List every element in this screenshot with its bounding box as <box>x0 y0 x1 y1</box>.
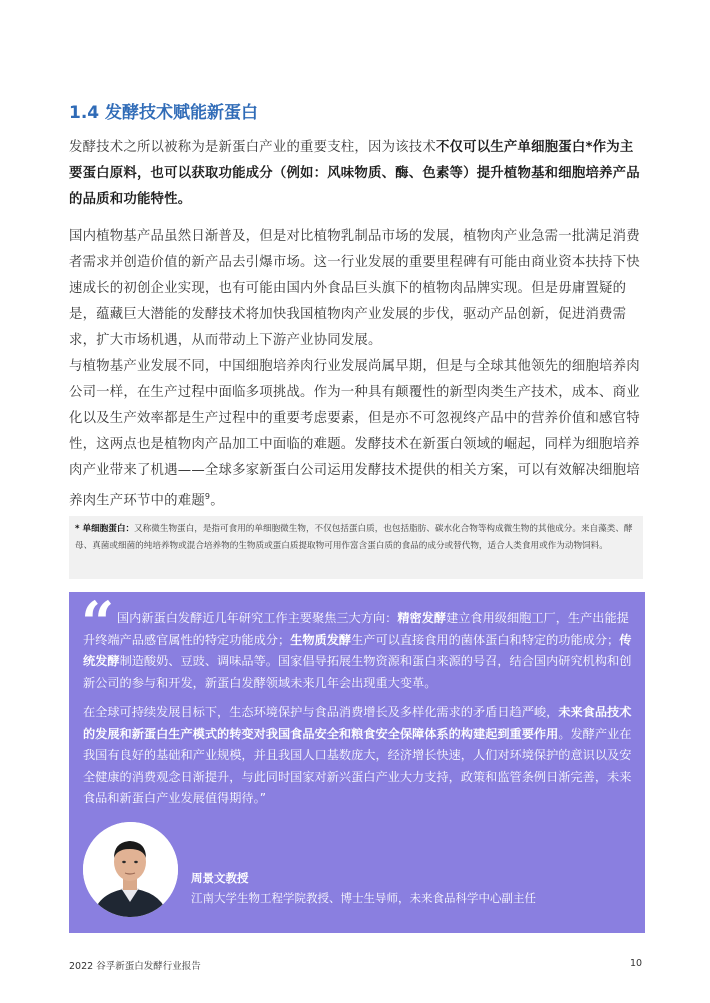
q1-text-3: 生产可以直接食用的菌体蛋白和特定的功能成分； <box>351 632 620 647</box>
note-text: 又称微生物蛋白，是指可食用的单细胞微生物，不仅包括蛋白质，也包括脂肪、碳水化合物等构成微生物的其他成分。来自藻类、酵母、真菌或细菌的纯培养物或混合培养物的生物质或蛋白质提取物可用作富含蛋白质的食品的成分或替代物，适合人类食用或作为动物饲料。 <box>75 524 633 551</box>
q1-text-2: 建立食用级细胞工厂，生产出能提升终端产品感官属性的特定功能成分； <box>83 611 629 647</box>
q1-bold-1: 精密发酵 <box>397 611 447 625</box>
professor-portrait <box>83 822 178 917</box>
expert-quote-box <box>69 589 645 933</box>
intro-text: 发酵技术之所以被称为是新蛋白产业的重要支柱，因为该技术 <box>69 140 436 155</box>
footnote-ref: 9 <box>204 492 211 501</box>
cultivated-meat-text: 与植物基产业发展不同，中国细胞培养肉行业发展尚属早期，但是与全球其他领先的细胞培养肉公司一样，在生产过程中面临多项挑战。作为一种具有颠覆性的新型肉类生产技术，成本、商业化以及生产效率都是生产过程中的重要考虑要素，但是亦不可忽视终产品中的营养价值和感官特性，这两点也是植物肉产品加工中面临的难题。发酵技术在新蛋白领域的崛起，同样为细胞培养肉产业带来了机遇——全球多家新蛋白公司运用发酵技术提供的相关方案，可以有效解决细胞培养肉生产环节中的难题 <box>69 359 640 509</box>
q1-text-1: 国内新蛋白发酵近几年研究工作主要聚焦三大方向： <box>117 611 398 625</box>
q1-bold-3: 传统发酵 <box>83 632 632 668</box>
intro-bold-text: 不仅可以生产单细胞蛋白*作为主要蛋白原料，也可以获取功能成分（例如：风味物质、酶、色素等）提升植物基和细胞培养产品的品质和功能特性。 <box>69 140 640 207</box>
q2-bold-1: 未来食品技术的发展和新蛋白生产模式的转变对我国食品安全和粮食安全保障体系的构建起到重要作用 <box>83 705 632 741</box>
definition-note <box>69 516 643 579</box>
quote-mark-icon: “ <box>81 589 115 657</box>
q1-text-4: 制造酸奶、豆豉、调味品等。国家倡导拓展生物资源和蛋白来源的号召，结合国内研究机构和创新公司的参与和开发，新蛋白发酵领域未来几年会出现重大变革。 <box>83 654 632 690</box>
professor-title: 江南大学生物工程学院教授、博士生导师，未来食品科学中心副主任 <box>191 891 536 905</box>
footer-report-title: 2022 谷孚新蛋白发酵行业报告 <box>69 961 201 972</box>
page-number: 10 <box>630 958 643 969</box>
q2-text-1: 在全球可持续发展目标下，生态环境保护与食品消费增长及多样化需求的矛盾日趋严峻， <box>83 705 559 719</box>
note-label: * 单细胞蛋白： <box>75 524 135 534</box>
quote-paragraph-1 <box>83 608 635 694</box>
portrait-illustration <box>83 822 178 917</box>
q1-bold-2: 生物质发酵 <box>290 632 352 647</box>
paragraph-plant-based: 国内植物基产品虽然日渐普及，但是对比植物乳制品市场的发展，植物肉产业急需一批满足消费者需求并创造价值的新产品去引爆市场。这一行业发展的重要里程碑有可能由商业资本扶持下快速成长的初创企业实现，也有可能由国内外食品巨头旗下的植物肉品牌实现。但是毋庸置疑的是，蕴藏巨大潜能的发酵技术将加快我国植物肉产业发展的步伐，驱动产品创新，促进消费需求，扩大市场机遇，从而带动上下游产业协同发展。 <box>69 229 640 348</box>
q2-text-2: 。发酵产业在我国有良好的基础和产业规模，并且我国人口基数庞大，经济增长快速，人们对环境保护的意识以及安全健康的消费观念日渐提升，与此同时国家对新兴蛋白产业大力支持，政策和监管条例日渐完善，未来食品和新蛋白产业发展值得期待。” <box>83 726 632 805</box>
section-heading: 1.4 发酵技术赋能新蛋白 <box>69 103 259 123</box>
paragraph-intro <box>69 135 645 213</box>
cultivated-meat-end: 。 <box>210 493 224 509</box>
professor-name: 周景文教授 <box>191 871 249 885</box>
quote-paragraph-2 <box>83 702 635 810</box>
paragraph-cultivated-meat <box>69 354 645 514</box>
